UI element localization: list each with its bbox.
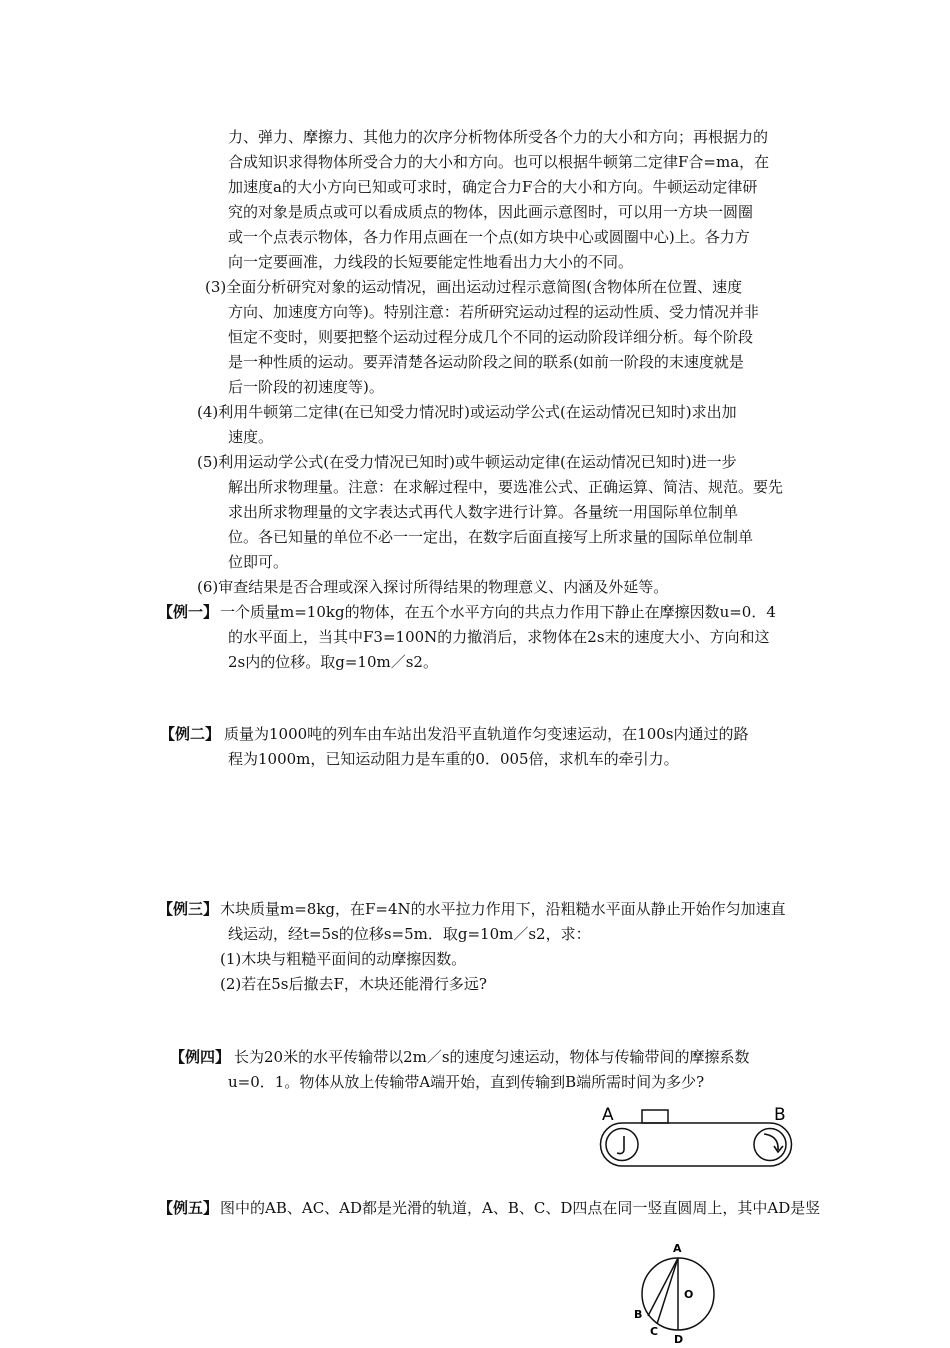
step5-line-4: 位。各已知量的单位不必一一定出，在数字后面直接写上所求量的国际单位制单 <box>228 528 754 546</box>
step3-line-3: 恒定不变时，则要把整个运动过程分成几个不同的运动阶段详细分析。每个阶段 <box>228 328 754 346</box>
example-1-line-1: 一个质量m=10kg的物体，在五个水平方向的共点力作用下静止在摩擦因数u=0．4 <box>220 603 776 621</box>
step5-line-1: (5)利用运动学公式(在受力情况已知时)或牛顿运动定律(在运动情况已知时)进一步 <box>197 453 737 471</box>
example-5-line-1: 图中的AB、AC、AD都是光滑的轨道，A、B、C、D四点在同一竖直圆周上，其中AD是竖 <box>220 1199 821 1217</box>
example-1-line-3: 2s内的位移。取g=10m／s2。 <box>228 653 438 671</box>
belt-block <box>642 1110 668 1123</box>
para1-line-1: 力、弹力、摩擦力、其他力的次序分析物体所受各个力的大小和方向；再根据力的 <box>228 128 769 146</box>
example-2-tag: 【例二】 <box>160 725 221 743</box>
example-3-question-1: (1)木块与粗糙平面间的动摩擦因数。 <box>220 950 467 968</box>
example-4-line-1: 长为20米的水平传输带以2m／s的速度匀速运动，物体与传输带间的摩擦系数 <box>234 1048 750 1066</box>
example-3-line-1: 木块质量m=8kg，在F=4N的水平拉力作用下，沿粗糙水平面从静止开始作匀加速直 <box>220 900 786 918</box>
para1-line-6: 向一定要画准，力线段的长短要能定性地看出力大小的不同。 <box>228 253 634 271</box>
example-4-line-2: u=0．1。物体从放上传输带A端开始，直到传输到B端所需时间为多少? <box>228 1073 705 1091</box>
left-rotation-arrow-icon <box>617 1136 624 1154</box>
circle-label-c: C <box>650 1325 659 1338</box>
example-4-tag: 【例四】 <box>170 1048 231 1066</box>
example-3-question-2: (2)若在5s后撤去F，木块还能滑行多远? <box>220 975 487 993</box>
circle-label-d: D <box>674 1333 684 1344</box>
example-5-tag: 【例五】 <box>158 1199 219 1217</box>
step3-line-5: 后一阶段的初速度等)。 <box>228 378 384 396</box>
left-pulley <box>606 1129 638 1161</box>
circle-label-a: A <box>673 1242 682 1255</box>
step5-line-3: 求出所求物理量的文字表达式再代人数字进行计算。各量统一用国际单位制单 <box>228 503 739 521</box>
example-3-line-2: 线运动，经t=5s的位移s=5m．取g=10m／s2，求： <box>228 925 591 943</box>
conveyor-belt-figure <box>590 1100 800 1172</box>
example-1-tag: 【例一】 <box>158 603 219 621</box>
circle-label-b: B <box>634 1308 643 1321</box>
circle-label-o: O <box>684 1288 694 1301</box>
para1-line-3: 加速度a的大小方向已知或可求时，确定合力F合的大小和方向。牛顿运动定律研 <box>228 178 758 196</box>
belt-label-b: B <box>774 1105 786 1125</box>
vertical-circle-figure <box>628 1238 720 1344</box>
step3-line-2: 方向、加速度方向等)。特别注意：若所研究运动过程的运动性质、受力情况并非 <box>228 303 759 321</box>
step6-line-1: (6)审查结果是否合理或深入探讨所得结果的物理意义、内涵及外延等。 <box>197 578 669 596</box>
step5-line-5: 位即可。 <box>228 553 289 571</box>
example-3-tag: 【例三】 <box>158 900 219 918</box>
example-2-line-2: 程为1000m，已知运动阻力是车重的0．005倍，求机车的牵引力。 <box>228 750 679 768</box>
para1-line-2: 合成知识求得物体所受合力的大小和方向。也可以根据牛顿第二定律F合=ma，在 <box>228 153 770 171</box>
para1-line-4: 究的对象是质点或可以看成质点的物体，因此画示意图时，可以用一方块一圆圈 <box>228 203 754 221</box>
step3-line-1: (3)全面分析研究对象的运动情况，画出运动过程示意简图(含物体所在位置、速度 <box>205 278 743 296</box>
step4-line-2: 速度。 <box>228 428 274 446</box>
step4-line-1: (4)利用牛顿第二定律(在已知受力情况时)或运动学公式(在运动情况已知时)求出加 <box>197 403 737 421</box>
para1-line-5: 或一个点表示物体，各力作用点画在一个点(如方块中心或圆圈中心)上。各力方 <box>228 228 750 246</box>
example-2-line-1: 质量为1000吨的列车由车站出发沿平直轨道作匀变速运动，在100s内通过的路 <box>224 725 749 743</box>
belt-label-a: A <box>602 1105 614 1125</box>
step5-line-2: 解出所求物理量。注意：在求解过程中，要选准公式、正确运算、简洁、规范。要先 <box>228 478 784 496</box>
step3-line-4: 是一种性质的运动。要弄清楚各运动阶段之间的联系(如前一阶段的末速度就是 <box>228 353 744 371</box>
example-1-line-2: 的水平面上，当其中F3=100N的力撤消后，求物体在2s末的速度大小、方向和这 <box>228 628 770 646</box>
right-pulley <box>754 1129 786 1161</box>
